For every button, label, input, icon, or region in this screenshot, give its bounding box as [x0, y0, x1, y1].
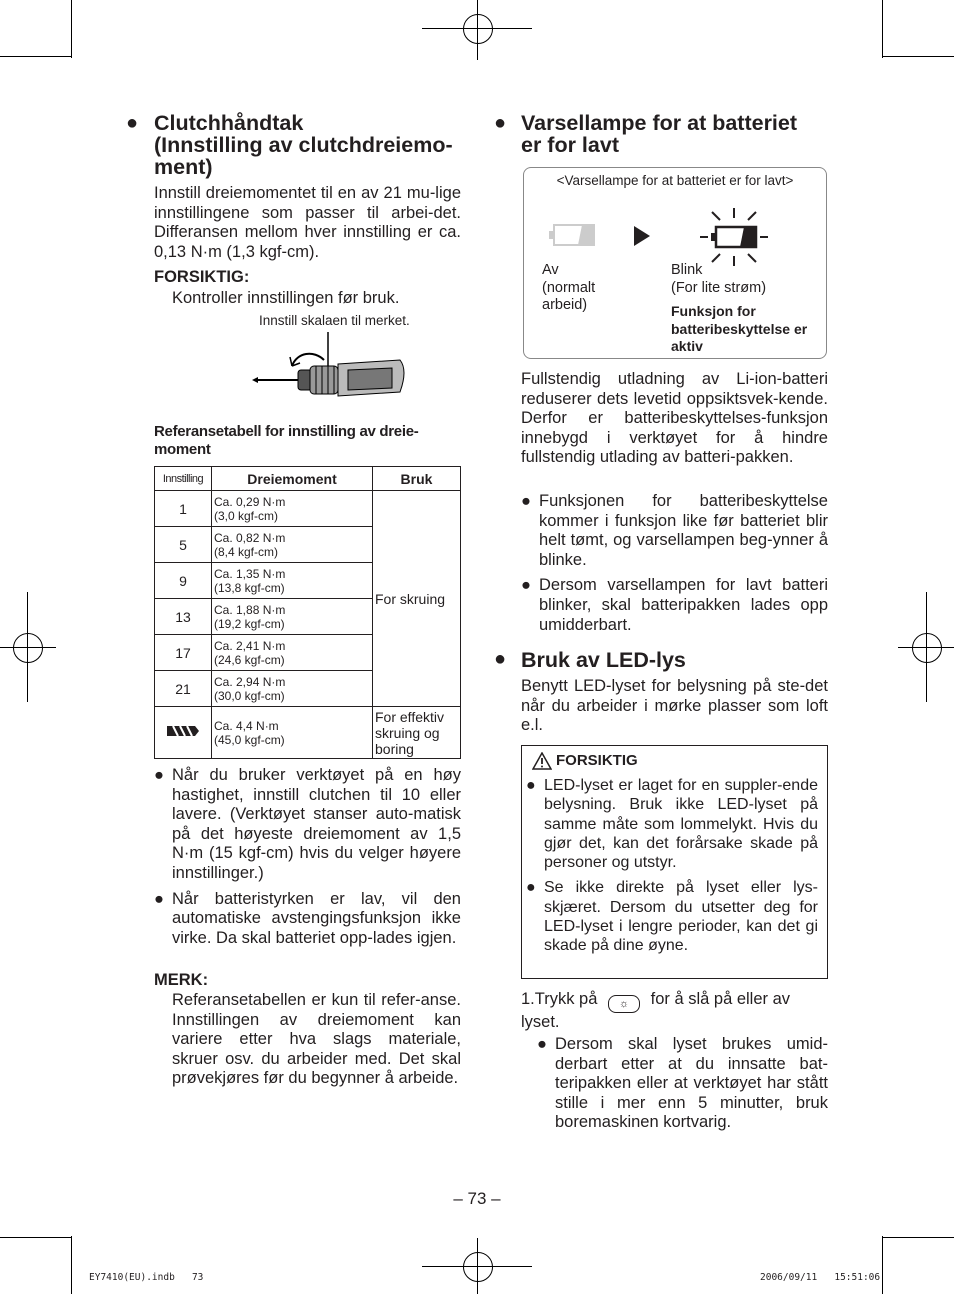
- list-item: ● Dersom varsellampen for lavt batteri blinker, skal batteripakken lades opp umidderbart.: [521, 576, 828, 634]
- table-row: Ca. 4,4 N·m (45,0 kgf-cm) For effektiv skruing og boring: [155, 707, 461, 759]
- caution-text: Kontroller innstillingen før bruk.: [172, 289, 400, 307]
- led-step-1: 1.Trykk på ☼ for å slå på eller av lyset.: [521, 990, 791, 1031]
- led-caution-box: [521, 745, 828, 979]
- drill-mode-icon: [165, 722, 201, 740]
- table-row: 21 Ca. 2,94 N·m (30,0 kgf-cm): [155, 671, 461, 707]
- list-item: ● LED-lyset er laget for en suppler-ende belysning. Bruk ikke LED-lyset på samme måte som lommelykt. Hvis du gjør det, kan det forårsake skade på personer og utstyr.: [526, 777, 818, 872]
- heading-bullet: ●: [494, 648, 507, 670]
- warning-triangle-icon: [532, 752, 552, 770]
- note-label: MERK:: [154, 971, 209, 989]
- clutch-heading: Clutchhåndtak (Innstilling av clutchdreiemo- ment): [154, 111, 453, 179]
- arrow-right-icon: [632, 225, 652, 247]
- clutch-intro: Innstill dreiemomentet til en av 21 mu-lige innstillingene som passer til arbei-det. Differansen mellom hver innstilling er ca. 0,13 N·m (1,3 kgf-cm).: [154, 184, 461, 261]
- list-item: ● Funksjonen for batteribeskyttelse kommer i funksjon like før batteriet blir helt tømt, og varsellampen beg-ynner å blinke.: [521, 492, 828, 569]
- battery-warning-box: [523, 167, 827, 359]
- file-name: EY7410(EU).indb 73: [89, 1272, 204, 1283]
- list-item: ● Når batteristyrken er lav, vil den automatiske avstengingsfunksjon ikke virke. Da skal batteriet opp-lades igjen.: [154, 889, 461, 947]
- note-text: Referansetabellen er kun til refer-anse. Innstillingen av dreiemoment kan variere etter hva slags materiale, skruer osv. du arbeider med. Det skal prøvekjøres før du begynner å arbeide.: [172, 991, 461, 1088]
- table-header-use: Bruk: [373, 467, 461, 491]
- battery-bullets: [521, 492, 828, 635]
- led-intro: Benytt LED-lyset for belysning på ste-det når du arbeider i mørke plasser som loft e.l.: [521, 677, 828, 735]
- led-light-button-icon: ☼: [608, 995, 640, 1013]
- box-caption: <Varsellampe for at batteriet er for lavt>: [556, 173, 794, 188]
- table-row: 17 Ca. 2,41 N·m (24,6 kgf-cm): [155, 635, 461, 671]
- page-number: – 73 –: [453, 1189, 501, 1208]
- table-header-setting: Innstilling: [155, 467, 212, 491]
- led-heading: Bruk av LED-lys: [521, 648, 686, 672]
- off-label: Av (normalt arbeid): [542, 262, 596, 313]
- led-caution-label: FORSIKTIG: [556, 752, 638, 769]
- battery-blink-icon: [698, 206, 770, 268]
- battery-intro: Fullstendig utladning av Li-ion-batteri reduserer dets levetid oppsiktsvek-kende. Derfor er batteribeskyttelses-funksjon innebygd i verktøyet for å hindre fullstendig utlading av batteri-pakken.: [521, 370, 828, 467]
- table-row: 13 Ca. 1,88 N·m (19,2 kgf-cm): [155, 599, 461, 635]
- table-title: Referansetabell for innstilling av dreie-moment: [154, 423, 419, 458]
- torque-reference-table: [154, 466, 461, 759]
- clutch-bullets: [154, 766, 461, 948]
- battery-heading: Varsellampe for at batteriet er for lavt: [521, 111, 798, 157]
- heading-bullet: ●: [126, 112, 139, 134]
- table-row: 1 Ca. 0,29 N·m (3,0 kgf-cm) For skruing: [155, 491, 461, 527]
- use-drilling: For effektiv skruing og boring: [373, 707, 461, 759]
- blink-label: Blink (For lite strøm): [671, 262, 767, 296]
- table-row: 9 Ca. 1,35 N·m (13,8 kgf-cm): [155, 563, 461, 599]
- list-item: ● Dersom skal lyset brukes umid-derbart etter at du innsatte bat-teripakken eller at verktøyet har stått stille i mer enn 5 minutter, bruk boremaskinen kortvarig.: [537, 1035, 828, 1132]
- battery-off-icon: [548, 222, 598, 248]
- heading-bullet: ●: [494, 112, 507, 134]
- print-timestamp: 2006/09/11 15:51:06: [760, 1272, 881, 1283]
- list-item: ● Se ikke direkte på lyset eller lys-skjæret. Dersom du utsetter deg for LED-lyset i lengre perioder, kan det gi skade på dine øyne.: [526, 879, 818, 955]
- list-item: ● Når du bruker verktøyet på en høy hastighet, innstill clutchen til 10 eller lavere. (Verktøyet stanser auto-matisk på det høyeste dreiemoment av 1,5 N·m (15 kgf-cm) hvis du velger høyere innstillinger.): [154, 766, 461, 882]
- caution-label: FORSIKTIG:: [154, 268, 250, 286]
- table-row: 5 Ca. 0,82 N·m (8,4 kgf-cm): [155, 527, 461, 563]
- table-header-torque: Dreiemoment: [212, 467, 373, 491]
- figure-caption: Innstill skalaen til merket.: [259, 313, 410, 328]
- protection-active-label: Funksjon for batteribeskyttelse er aktiv: [671, 303, 808, 354]
- use-screwing: For skruing: [373, 491, 461, 707]
- screwdriver-clutch-illustration: [252, 330, 412, 410]
- led-caution-bullets: [526, 776, 818, 956]
